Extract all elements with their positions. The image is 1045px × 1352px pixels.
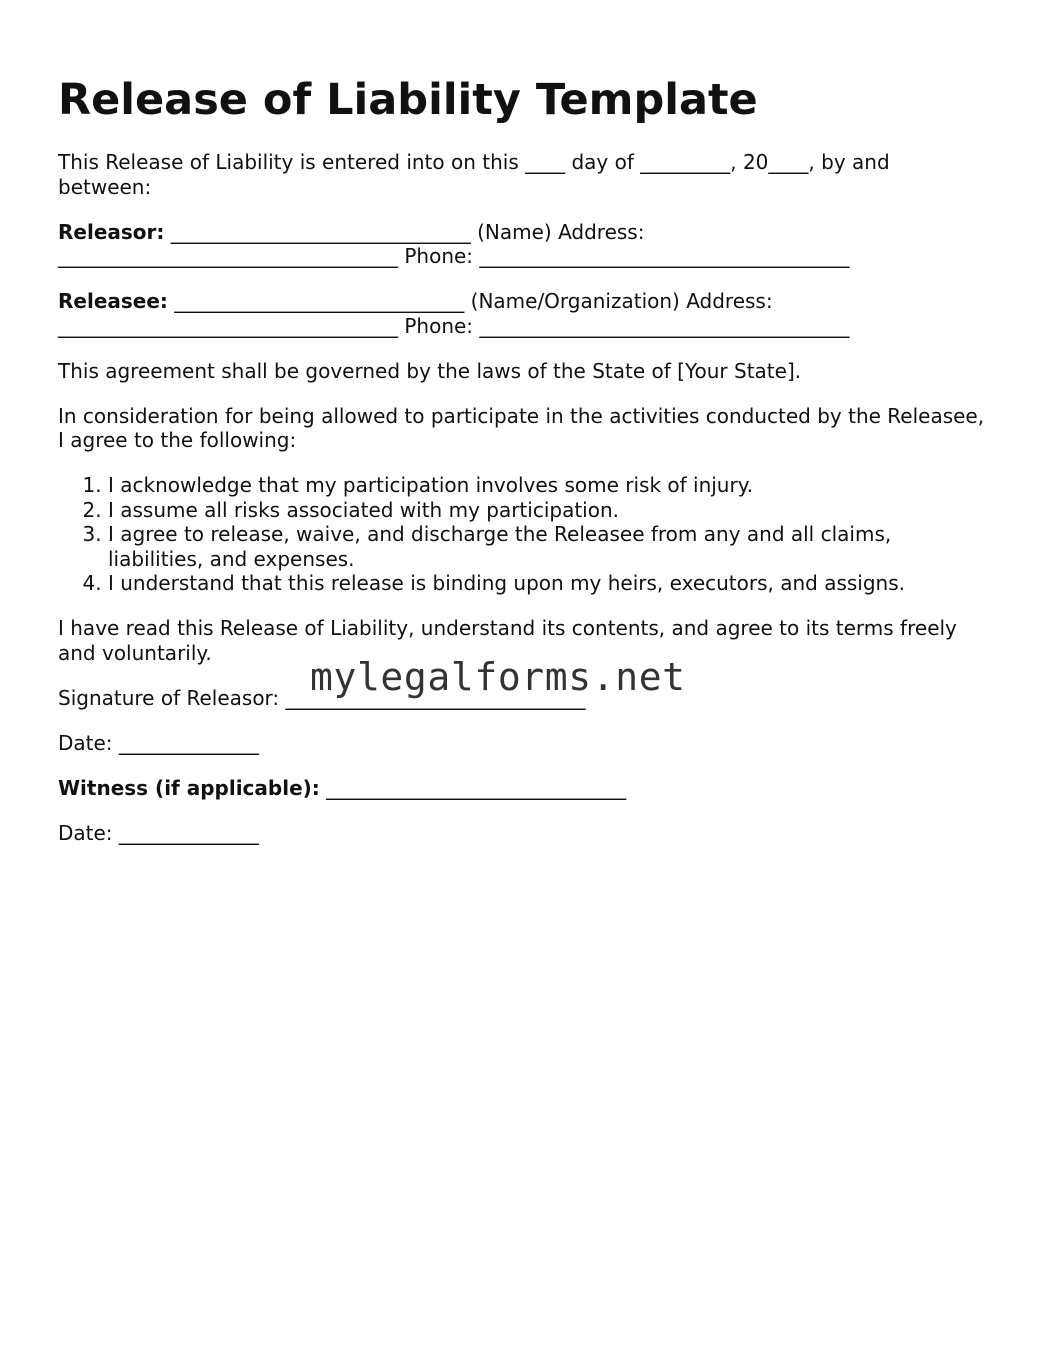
witness-label: Witness (if applicable): xyxy=(58,775,320,800)
releasor-block xyxy=(58,220,988,269)
releasor-name-address: ______________________________ (Name) Address: xyxy=(164,219,645,244)
acknowledgment-paragraph: I have read this Release of Liability, understand its contents, and agree to its terms freely and voluntarily. xyxy=(58,616,957,665)
term-item: 2. I assume all risks associated with my participation. xyxy=(108,498,988,523)
consideration-paragraph: In consideration for being allowed to participate in the activities conducted by the Releasee, I agree to the following: xyxy=(58,403,985,452)
terms-list xyxy=(58,473,988,596)
date-line-releasor: Date: ______________ xyxy=(58,730,259,755)
releasor-phone-line: __________________________________ Phone: _____________________________________ xyxy=(58,244,850,268)
releasee-name-address: _____________________________ (Name/Organization) Address: xyxy=(167,289,773,313)
watermark: mylegalforms.net xyxy=(310,654,686,699)
releasee-block xyxy=(58,289,988,338)
releasor-signature-text: Signature of Releasor: ______________________________ xyxy=(58,685,586,710)
releasee-phone-line: __________________________________ Phone: _____________________________________ xyxy=(58,313,850,338)
releasee-label: Releasee: xyxy=(58,289,168,313)
document-title: Release of Liability Template xyxy=(58,75,758,125)
witness-line xyxy=(58,776,988,801)
intro-paragraph: This Release of Liability is entered into on this ____ day of _________, 20____, by and between: xyxy=(58,150,890,199)
witness-signature-blank: ______________________________ xyxy=(319,775,627,800)
term-item: 3. I agree to release, waive, and discharge the Releasee from any and all claims, liabilities, and expenses. xyxy=(108,522,988,571)
governing-law-paragraph: This agreement shall be governed by the laws of the State of [Your State]. xyxy=(58,358,802,383)
term-item: 1. I acknowledge that my participation involves some risk of injury. xyxy=(108,473,988,498)
document-body xyxy=(58,150,988,866)
releasor-signature-line xyxy=(58,654,988,711)
term-item: 4. I understand that this release is binding upon my heirs, executors, and assigns. xyxy=(108,571,988,596)
date-line-witness: Date: ______________ xyxy=(58,820,259,845)
releasor-label: Releasor: xyxy=(58,219,165,244)
